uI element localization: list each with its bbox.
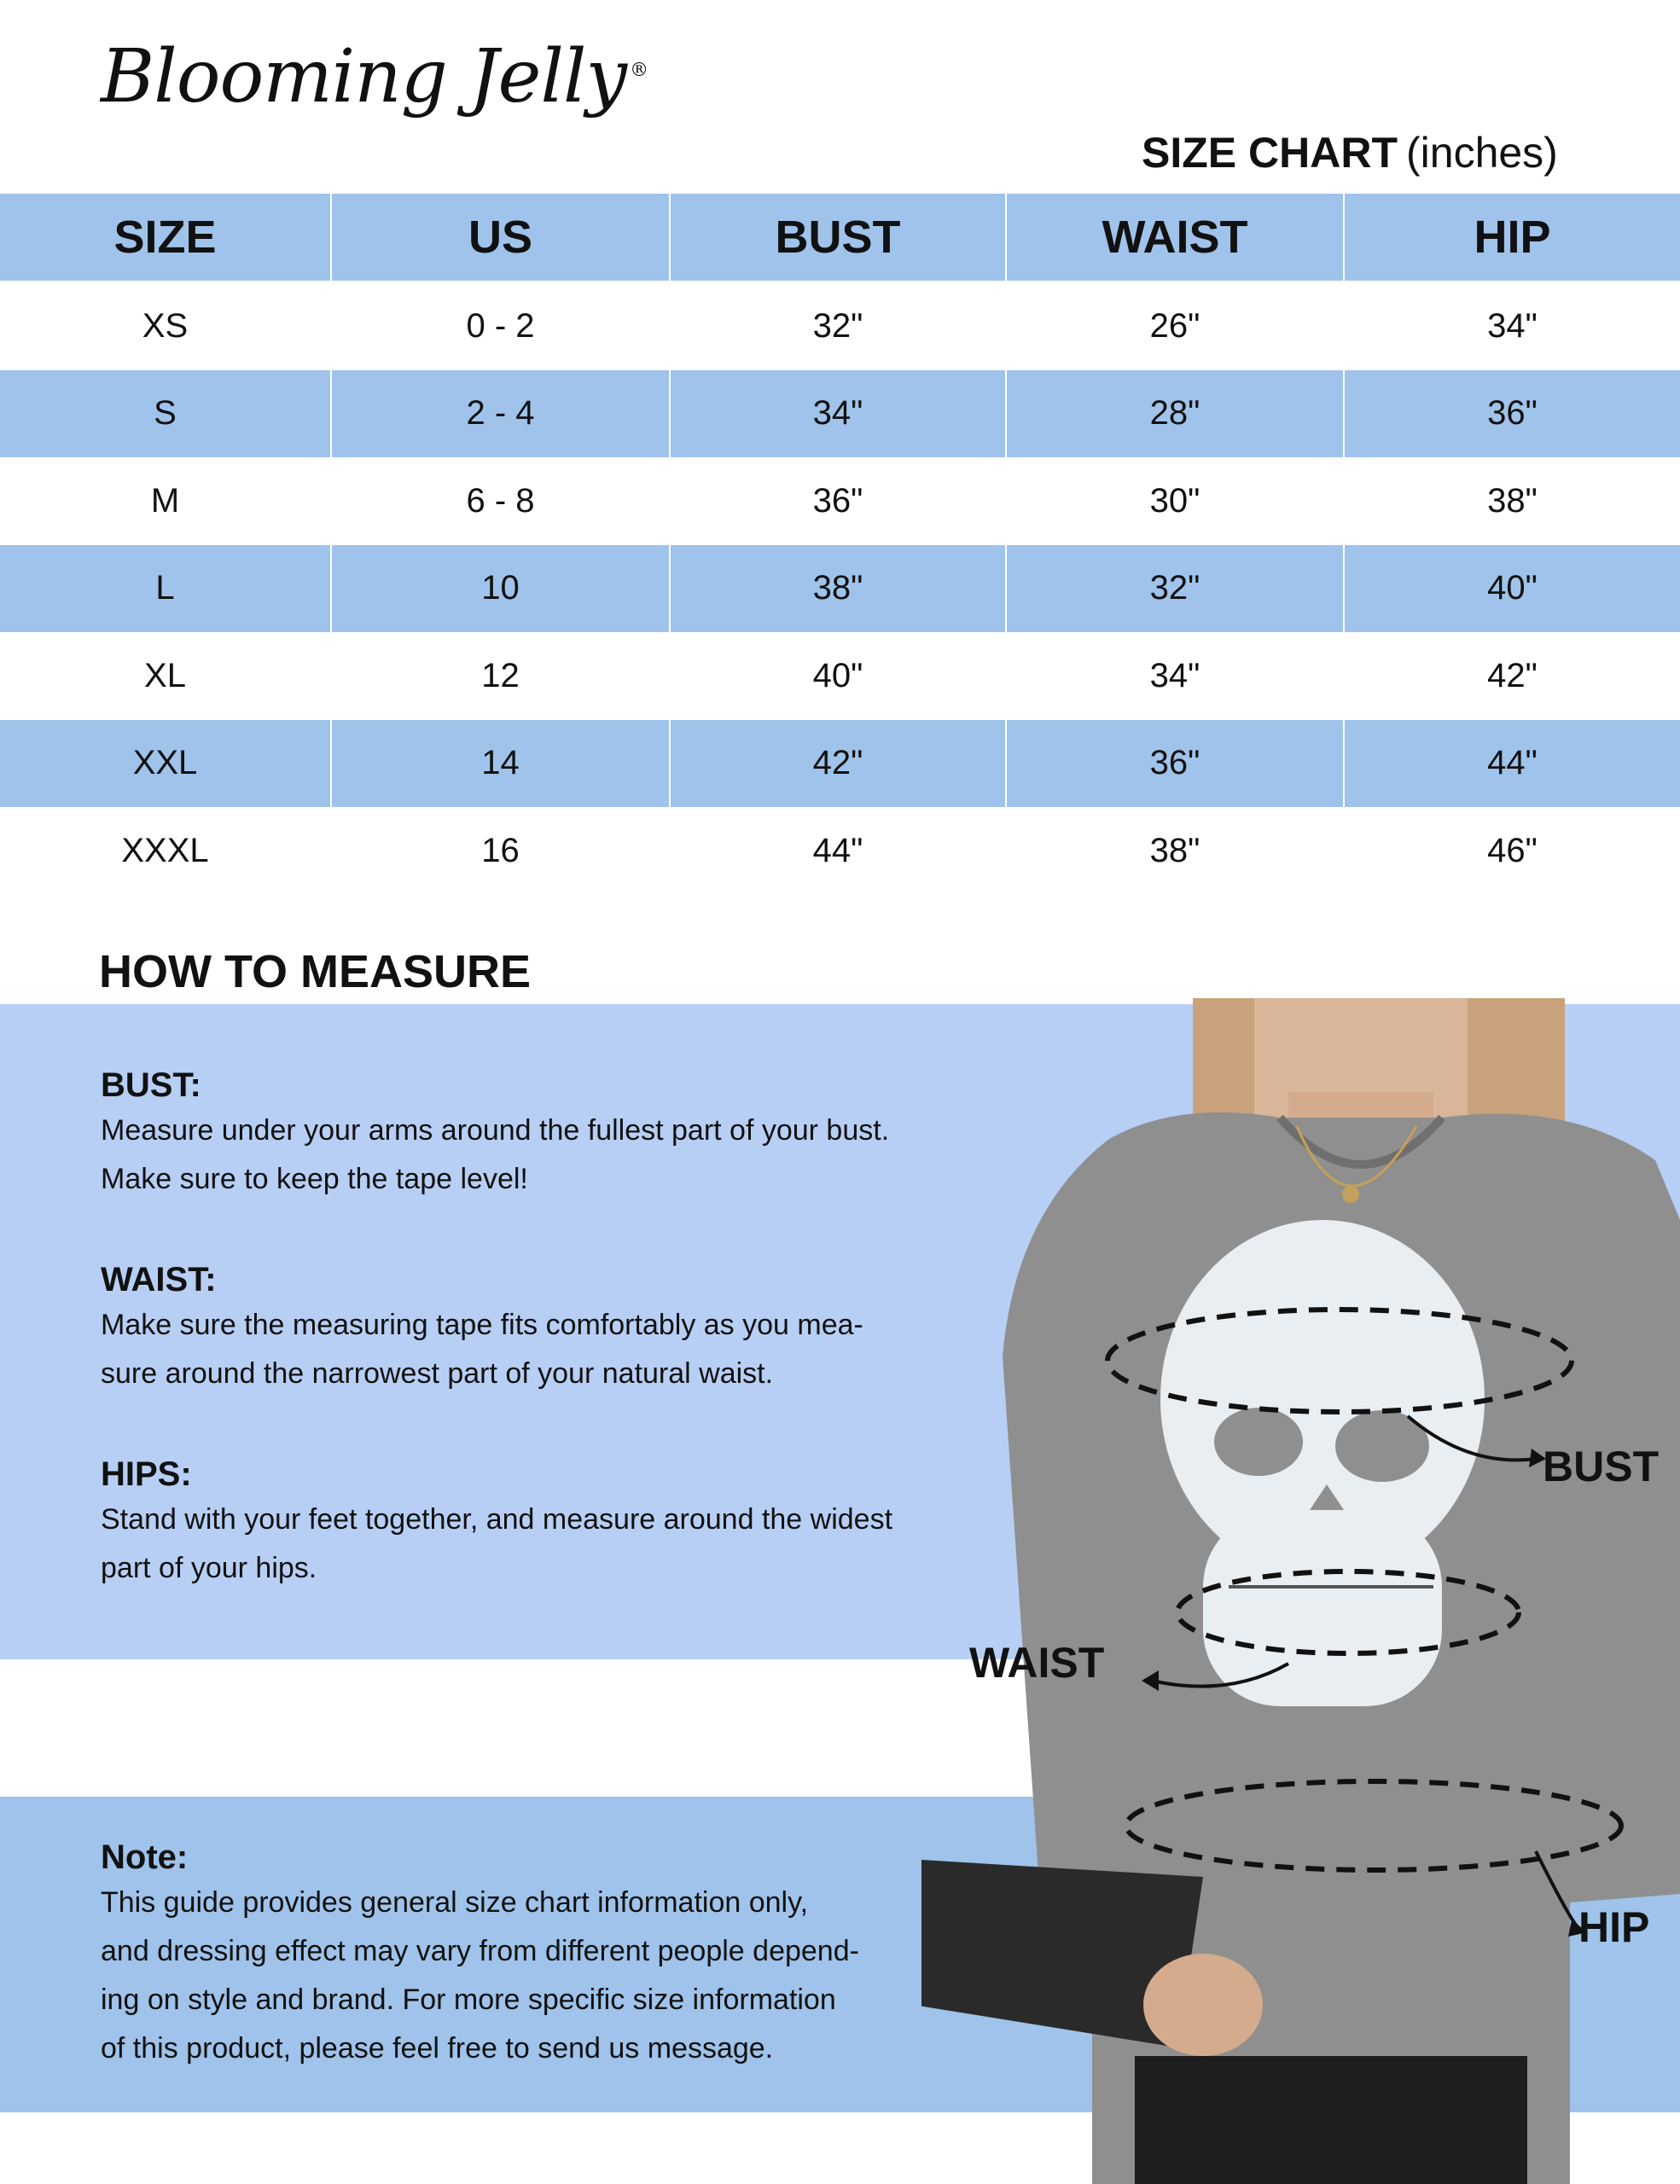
table-cell: 34" <box>669 370 1005 458</box>
table-cell: 32" <box>669 282 1005 370</box>
table-row <box>0 807 1680 895</box>
how-to-measure-title: HOW TO MEASURE <box>99 946 532 997</box>
table-cell: 44" <box>1343 720 1680 808</box>
hips-section <box>101 1455 997 1593</box>
jeans-shape <box>1135 2056 1527 2184</box>
registered-mark: ® <box>630 60 648 82</box>
note-line: of this product, please feel free to send us message. <box>101 2032 774 2065</box>
size-chart-unit: (inches) <box>1406 129 1558 177</box>
table-cell: 12 <box>330 632 669 720</box>
hip-label: HIP <box>1578 1903 1650 1951</box>
table-cell: 40" <box>669 632 1005 720</box>
bust-heading: BUST: <box>101 1066 201 1104</box>
table-cell: XL <box>144 656 186 694</box>
hips-line: Stand with your feet together, and measure around the widest <box>101 1503 893 1536</box>
table-cell: 42" <box>1343 632 1680 720</box>
table-row <box>0 370 1680 458</box>
table-cell: 32" <box>1005 545 1343 633</box>
waist-line: sure around the narrowest part of your natural waist. <box>101 1357 774 1390</box>
table-cell: XXXL <box>121 831 209 869</box>
model-illustration <box>921 998 1680 2184</box>
table-cell: 36" <box>669 457 1005 545</box>
hips-heading: HIPS: <box>101 1455 192 1493</box>
table-row <box>0 282 1680 370</box>
table-row <box>0 632 1680 720</box>
waist-label: WAIST <box>969 1639 1105 1687</box>
table-cell: 38" <box>1343 457 1680 545</box>
table-cell: L <box>155 569 175 607</box>
size-table <box>0 194 1680 895</box>
bust-label: BUST <box>1543 1443 1660 1490</box>
header-size: SIZE <box>113 212 217 263</box>
header-bust: BUST <box>669 194 1005 281</box>
table-cell: 30" <box>1005 457 1343 545</box>
table-cell: 14 <box>330 720 669 808</box>
waist-line: Make sure the measuring tape fits comfortably as you mea- <box>101 1309 863 1341</box>
table-cell: 40" <box>1343 545 1680 633</box>
table-cell: 44" <box>669 807 1005 895</box>
table-row <box>0 545 1680 633</box>
table-cell: 34" <box>1343 282 1680 370</box>
size-chart-heading: SIZE CHART <box>1142 129 1398 177</box>
bust-line: Make sure to keep the tape level! <box>101 1163 528 1195</box>
table-cell: 36" <box>1005 720 1343 808</box>
hand-shape <box>1143 1954 1263 2056</box>
table-cell: 10 <box>330 545 669 633</box>
bust-section <box>101 1066 997 1204</box>
note-line: ing on style and brand. For more specific size information <box>101 1984 836 2016</box>
pendant-shape <box>1342 1186 1359 1203</box>
hips-line: part of your hips. <box>101 1552 317 1584</box>
table-cell: M <box>150 481 180 520</box>
header-us: US <box>330 194 669 281</box>
table-cell: 42" <box>669 720 1005 808</box>
table-cell: 38" <box>1005 807 1343 895</box>
note-line: This guide provides general size chart information only, <box>101 1886 809 1919</box>
skull-print <box>1160 1220 1485 1706</box>
header-waist: WAIST <box>1005 194 1343 281</box>
waist-heading: WAIST: <box>101 1261 217 1298</box>
table-cell: 0 - 2 <box>330 282 669 370</box>
table-row <box>0 457 1680 545</box>
table-cell: XS <box>142 306 189 345</box>
table-cell: S <box>154 394 177 433</box>
table-cell: 16 <box>330 807 669 895</box>
note-line: and dressing effect may vary from different people depend- <box>101 1935 859 1967</box>
table-cell: 38" <box>669 545 1005 633</box>
table-cell: 34" <box>1005 632 1343 720</box>
table-cell: 46" <box>1343 807 1680 895</box>
note-heading: Note: <box>101 1838 189 1876</box>
table-row <box>0 720 1680 808</box>
note-section <box>101 1838 954 2073</box>
table-header-row <box>0 194 1680 282</box>
table-cell: XXL <box>132 744 198 782</box>
header-hip: HIP <box>1343 194 1680 281</box>
table-cell: 2 - 4 <box>330 370 669 458</box>
waist-section <box>101 1261 997 1398</box>
bust-line: Measure under your arms around the fullest part of your bust. <box>101 1114 890 1147</box>
brand-logo <box>101 34 648 119</box>
table-cell: 36" <box>1343 370 1680 458</box>
size-chart-title <box>1142 128 1558 177</box>
brand-name: Blooming Jelly <box>101 34 627 119</box>
table-cell: 26" <box>1005 282 1343 370</box>
table-cell: 6 - 8 <box>330 457 669 545</box>
table-cell: 28" <box>1005 370 1343 458</box>
